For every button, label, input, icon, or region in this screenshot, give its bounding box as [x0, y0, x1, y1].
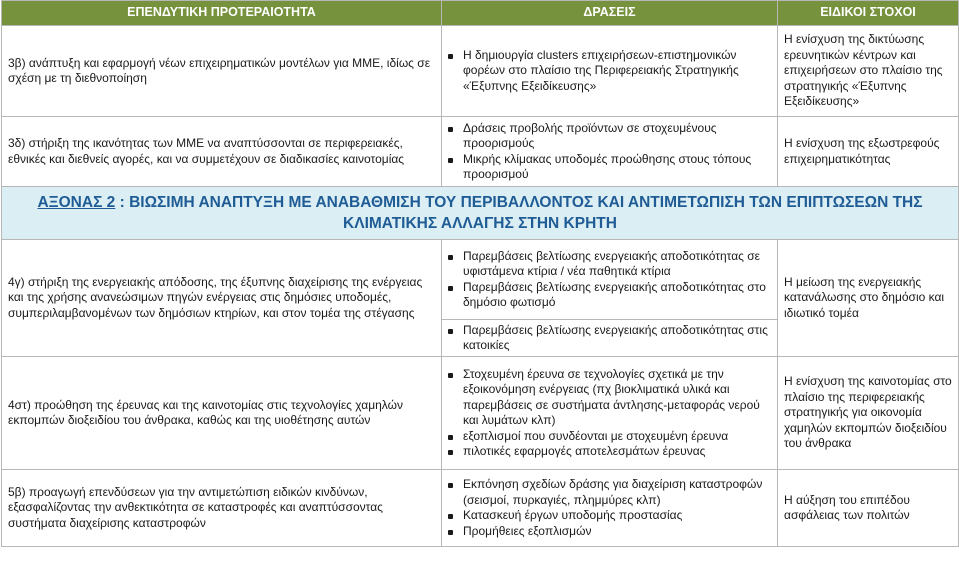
axis-row — [2, 187, 959, 240]
priority-cell: 3δ) στήριξη της ικανότητας των ΜΜΕ να αναπτύσσονται σε περιφερειακές, εθνικές και διεθνείς αγορές, και να συμμετέχουν σε διαδικασίες καινοτομίας — [2, 117, 442, 187]
priorities-table — [1, 0, 959, 547]
bullet-icon — [448, 255, 453, 260]
actions-cell — [442, 470, 778, 547]
actions-cell — [442, 26, 778, 117]
table-row — [2, 26, 959, 117]
action-item: Παρεμβάσεις βελτίωσης ενεργειακής αποδοτικότητας σε υφιστάμενα κτίρια / νέα παθητικά κτίρια — [448, 249, 771, 280]
bullet-icon — [448, 373, 453, 378]
table-row — [2, 240, 959, 320]
bullet-icon — [448, 514, 453, 519]
action-item: Προμήθειες εξοπλισμών — [448, 524, 771, 540]
priority-cell: 4στ) προώθηση της έρευνας και της καινοτομίας στις τεχνολογίες χαμηλών εκπομπών διοξειδίου του άνθρακα, καθώς και της υιοθέτησης αυτών — [2, 357, 442, 470]
axis-heading — [2, 187, 959, 240]
action-item: εξοπλισμοί που συνδέονται με στοχευμένη έρευνα — [448, 429, 771, 445]
header-investment-priority: ΕΠΕΝΔΥΤΙΚΗ ΠΡΟΤΕΡΑΙΟΤΗΤΑ — [2, 1, 442, 26]
actions-list — [448, 48, 771, 95]
objective-cell: Η ενίσχυση της δικτύωσης ερευνητικών κέντρων και επιχειρήσεων στο πλαίσιο της στρατηγικής «Έξυπνης Εξειδίκευσης» — [778, 26, 959, 117]
header-row — [2, 1, 959, 26]
bullet-icon — [448, 127, 453, 132]
action-item: Παρεμβάσεις βελτίωσης ενεργειακής αποδοτικότητας στις κατοικίες — [448, 323, 771, 354]
actions-cell — [442, 357, 778, 470]
action-item: Κατασκευή έργων υποδομής προστασίας — [448, 508, 771, 524]
actions-list — [448, 249, 771, 311]
actions-list — [448, 477, 771, 539]
action-item: Η δημιουργία clusters επιχειρήσεων-επιστημονικών φορέων στο πλαίσιο της Περιφερειακής Στρατηγικής «Έξυπνης Εξειδίκευσης» — [448, 48, 771, 95]
action-item: Μικρής κλίμακας υποδομές προώθησης στους τόπους προορισμού — [448, 152, 771, 183]
axis-title: : ΒΙΩΣΙΜΗ ΑΝΑΠΤΥΞΗ ΜΕ ΑΝΑΒΑΘΜΙΣΗ ΤΟΥ ΠΕΡΙΒΑΛΛΟΝΤΟΣ ΚΑΙ ΑΝΤΙΜΕΤΩΠΙΣΗ ΤΩΝ ΕΠΙΠΤΩΣΕΩΝ ΤΗΣ ΚΛΙΜΑΤΙΚΗΣ ΑΛΛΑΓΗΣ ΣΤΗΝ ΚΡΗΤΗ — [115, 194, 923, 232]
table-row — [2, 117, 959, 187]
table-row — [2, 357, 959, 470]
actions-cell — [442, 320, 778, 357]
objective-cell: Η μείωση της ενεργειακής κατανάλωσης στο δημόσιο και ιδιωτικό τομέα — [778, 240, 959, 357]
priority-cell: 3β) ανάπτυξη και εφαρμογή νέων επιχειρηματικών μοντέλων για ΜΜΕ, ιδίως σε σχέση με τη διεθνοποίηση — [2, 26, 442, 117]
actions-list — [448, 121, 771, 183]
bullet-icon — [448, 329, 453, 334]
actions-cell — [442, 240, 778, 320]
objective-cell: Η ενίσχυση της καινοτομίας στο πλαίσιο της περιφερειακής στρατηγικής για οικονομία χαμηλών εκπομπών διοξειδίου του άνθρακα — [778, 357, 959, 470]
actions-list — [448, 323, 771, 354]
axis-code: ΑΞΟΝΑΣ 2 — [37, 194, 116, 211]
action-item: πιλοτικές εφαρμογές αποτελεσμάτων έρευνας — [448, 444, 771, 460]
action-item: Δράσεις προβολής προϊόντων σε στοχευμένους προορισμούς — [448, 121, 771, 152]
table-row — [2, 470, 959, 547]
bullet-icon — [448, 483, 453, 488]
header-actions: ΔΡΑΣΕΙΣ — [442, 1, 778, 26]
bullet-icon — [448, 286, 453, 291]
actions-cell — [442, 117, 778, 187]
bullet-icon — [448, 530, 453, 535]
bullet-icon — [448, 54, 453, 59]
priority-cell: 4γ) στήριξη της ενεργειακής απόδοσης, της έξυπνης διαχείρισης της ενέργειας και της χρήσης ανανεώσιμων πηγών ενέργειας στις δημόσιες υποδομές, συμπεριλαμβανομένων των δημόσιων κτηρίων, και στον τομέα της στέγασης — [2, 240, 442, 357]
objective-cell: Η ενίσχυση της εξωστρεφούς επιχειρηματικότητας — [778, 117, 959, 187]
objective-cell: Η αύξηση του επιπέδου ασφάλειας των πολιτών — [778, 470, 959, 547]
action-item: Εκπόνηση σχεδίων δράσης για διαχείριση καταστροφών (σεισμοί, πυρκαγιές, πλημμύρες κλπ) — [448, 477, 771, 508]
bullet-icon — [448, 158, 453, 163]
actions-list — [448, 367, 771, 460]
bullet-icon — [448, 450, 453, 455]
action-item: Παρεμβάσεις βελτίωσης ενεργειακής αποδοτικότητας στο δημόσιο φωτισμό — [448, 280, 771, 311]
priority-cell: 5β) προαγωγή επενδύσεων για την αντιμετώπιση ειδικών κινδύνων, εξασφαλίζοντας την ανθεκτικότητα σε καταστροφές και αναπτύσσοντας συστήματα διαχείρισης καταστροφών — [2, 470, 442, 547]
bullet-icon — [448, 435, 453, 440]
action-item: Στοχευμένη έρευνα σε τεχνολογίες σχετικά με την εξοικονόμηση ενέργειας (πχ βιοκλιματικά υλικά και παρεμβάσεις σε συστήματα άντλησης-μεταφοράς νερού και λυμάτων κλπ) — [448, 367, 771, 429]
header-specific-objectives: ΕΙΔΙΚΟΙ ΣΤΟΧΟΙ — [778, 1, 959, 26]
